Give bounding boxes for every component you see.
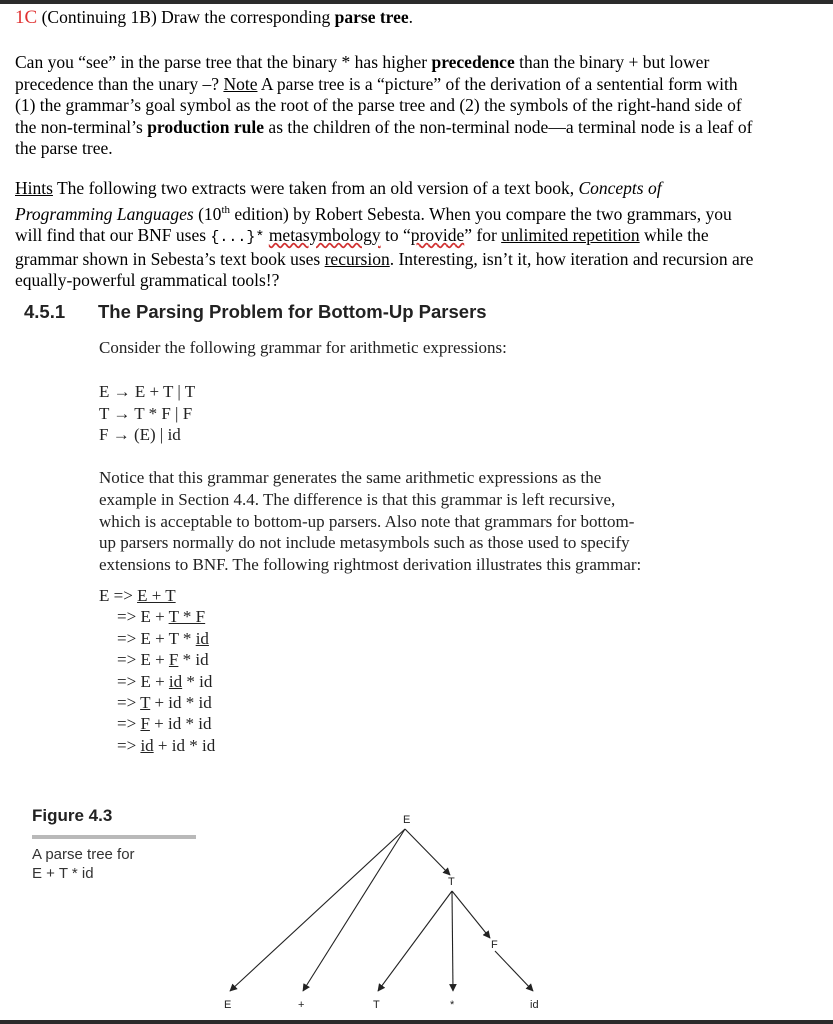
tree-leaf-e: E — [224, 999, 232, 1011]
tree-leaf-id: id — [530, 999, 539, 1011]
figure-caption: A parse tree for E + T * id — [32, 846, 135, 882]
tree-edge — [452, 891, 453, 991]
question-title: 1C (Continuing 1B) Draw the corresponding parse tree. — [15, 7, 414, 28]
bottom-border — [0, 1020, 833, 1024]
tree-leaf-plus: + — [298, 999, 305, 1011]
hints-label: Hints — [15, 178, 53, 198]
section-heading — [24, 300, 487, 324]
parse-tree-diagram — [200, 805, 600, 1020]
bnf-code: {...}* — [210, 229, 265, 247]
tree-node-root-e: E — [403, 814, 411, 826]
tree-leaf-star: * — [450, 999, 455, 1011]
grammar-rule: F → (E) | id — [99, 425, 181, 444]
section-number: 4.5.1 — [24, 301, 66, 322]
rightmost-derivation — [99, 585, 215, 756]
derivation-step: E => E + T — [99, 586, 176, 605]
section-title: The Parsing Problem for Bottom-Up Parsers — [98, 301, 487, 322]
derivation-step: => E + T * F — [117, 607, 206, 627]
grammar-rules — [99, 381, 699, 446]
top-border — [0, 0, 833, 4]
note-label: Note — [223, 73, 258, 94]
derivation-step: => T + id * id — [117, 693, 212, 713]
tree-edge — [378, 891, 452, 991]
derivation-step: => E + F * id — [117, 650, 209, 670]
title-bold: parse tree — [334, 7, 409, 27]
metasymbology-word: metasymbology — [268, 225, 381, 246]
grammar-rule: T → T * F | F — [99, 403, 193, 423]
derivation-step: => E + id * id — [117, 671, 213, 691]
derivation-step: => id + id * id — [117, 735, 216, 755]
figure-rule — [32, 835, 196, 839]
tree-edge — [495, 951, 533, 991]
tree-node-f: F — [491, 939, 498, 951]
derivation-step: => E + T * id — [117, 628, 209, 648]
tree-edge — [230, 829, 405, 991]
derivation-step: => F + id * id — [117, 714, 212, 734]
book-notice: Notice that this grammar generates the same arithmetic expressions as the example in Section 4.4. The difference is that this grammar is left recursive, which is acceptable to bottom-up parsers. Also note that grammars for bottom- up parsers normally do not include metasymbols such as those used to specify extensions to BNF. The following rightmost derivation illustrates this grammar: — [99, 468, 642, 575]
provide-word: provide — [410, 225, 465, 246]
grammar-rule: E → E + T | T — [99, 382, 196, 401]
question-paragraph: Can you “see” in the parse tree that the binary * has higher precedence than the binary + but lower precedence than the unary –? Note A parse tree is a “picture” of the derivation of a sentential form with (1) the grammar’s goal symbol as the root of the parse tree and (2) the symbols of the right-hand side of the non-terminal’s production rule as the children of the non-terminal node—a terminal node is a leaf of the parse tree. — [15, 52, 753, 159]
hints-paragraph: Hints The following two extracts were taken from an old version of a text book, Concepts of Programming Languages (10th edition) by Robert Sebesta. When you compare the two grammars, you will find that our BNF uses {...}* metasymbology to “provide” for unlimited repetition while the grammar shown in Sebesta’s text book uses recursion. Interesting, isn’t it, how iteration and recursion are equally-powerful grammatical tools!? — [15, 178, 754, 291]
book-intro: Consider the following grammar for arithmetic expressions: — [99, 338, 507, 357]
tree-edge — [452, 891, 490, 938]
tree-edge — [405, 829, 450, 875]
figure-label: Figure 4.3 — [32, 806, 113, 825]
tree-node-t: T — [448, 876, 455, 888]
question-number: 1C — [15, 7, 38, 28]
tree-leaf-t: T — [373, 999, 380, 1011]
